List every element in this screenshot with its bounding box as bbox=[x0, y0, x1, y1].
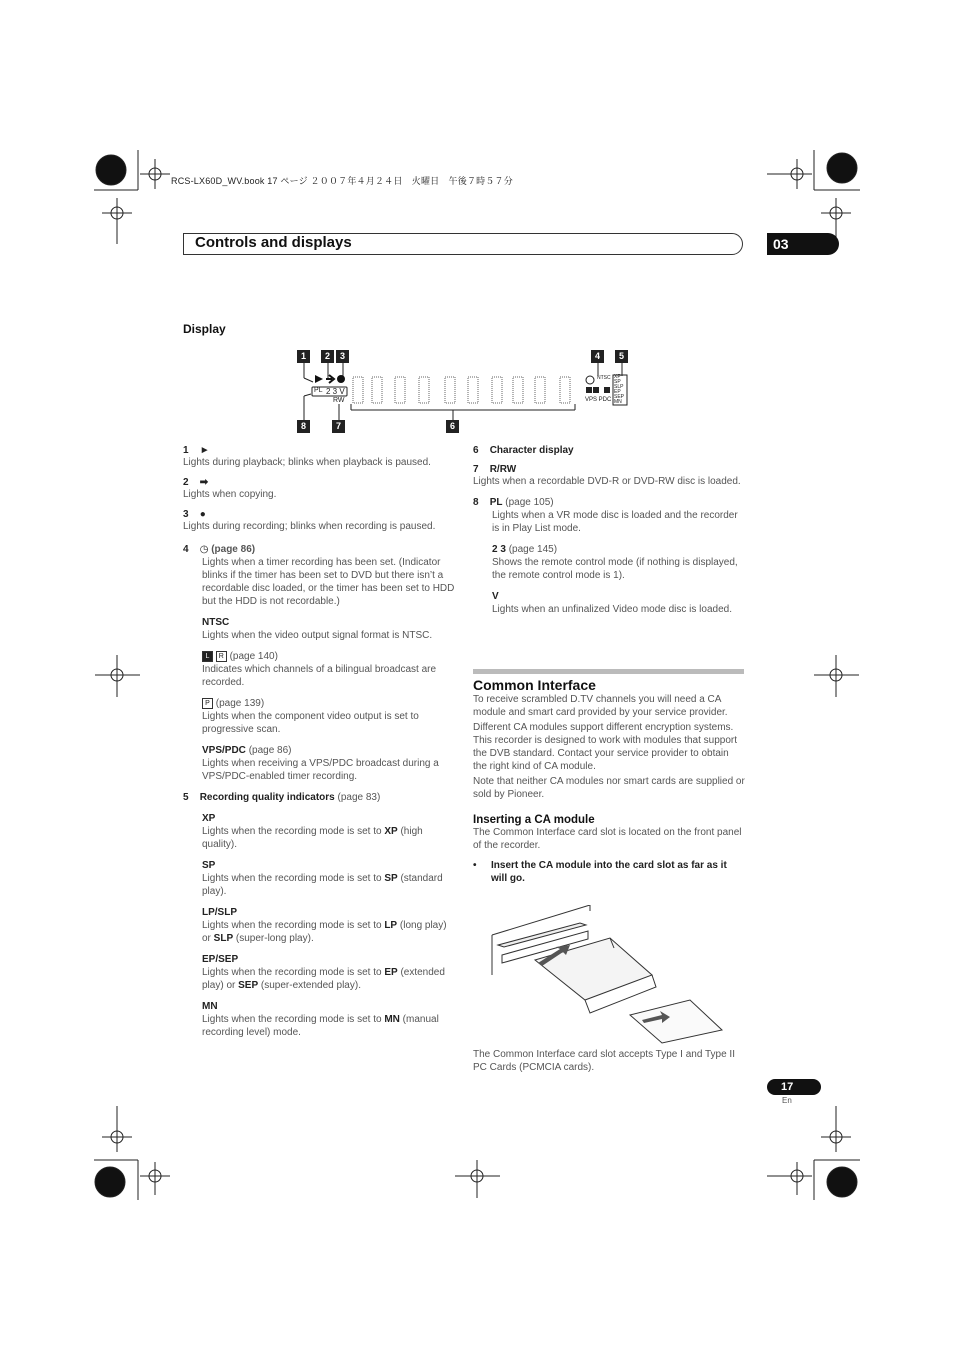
callout-8: 8 bbox=[297, 420, 310, 433]
right-channel-icon: R bbox=[216, 651, 227, 662]
page-title: Controls and displays bbox=[195, 234, 352, 251]
mode-slp-code: SLP bbox=[213, 933, 234, 944]
mode-sp-desc bbox=[202, 872, 458, 898]
display-heading: Display bbox=[183, 322, 226, 336]
mode-mn-post: (manual recording level) mode. bbox=[202, 1014, 439, 1038]
mode-slp-post: (super-long play). bbox=[233, 933, 314, 944]
mode-lp-slp-desc bbox=[202, 919, 458, 945]
mode-sp-code: SP bbox=[384, 873, 398, 884]
left-channel-icon: L bbox=[202, 651, 213, 662]
mode-ep-pre: Lights when the recording mode is set to bbox=[202, 967, 385, 978]
item-6-number: 6 bbox=[473, 445, 479, 456]
lcd-q-sp: SP bbox=[614, 379, 621, 385]
play-icon: ► bbox=[199, 445, 210, 456]
sub23-head bbox=[492, 543, 745, 556]
item-5-page: (page 83) bbox=[337, 792, 381, 803]
item-5-head bbox=[183, 791, 458, 804]
callout-2: 2 bbox=[321, 350, 334, 363]
item-2-desc: Lights when copying. bbox=[183, 489, 277, 500]
item-4-head bbox=[183, 543, 458, 556]
lcd-q-sep: SEP bbox=[614, 394, 625, 400]
ci-paragraph-3: Note that neither CA modules nor smart cards are supplied or sold by Pioneer. bbox=[473, 776, 745, 800]
lr-desc: Indicates which channels of a bilingual broadcast are recorded. bbox=[202, 664, 437, 688]
item-3-desc: Lights during recording; blinks when recording is paused. bbox=[183, 521, 436, 532]
vps-label: VPS/PDC bbox=[202, 745, 246, 756]
item-8-desc: Lights when a VR mode disc is loaded and the recorder is in Play List mode. bbox=[492, 510, 738, 534]
lcd-rw-label: RW bbox=[333, 397, 345, 404]
callout-7: 7 bbox=[332, 420, 345, 433]
mode-mn-code: MN bbox=[384, 1014, 400, 1025]
callout-1: 1 bbox=[297, 350, 310, 363]
section-rule bbox=[473, 669, 744, 674]
sub23-page: (page 145) bbox=[508, 544, 558, 555]
mode-sp-label: SP bbox=[202, 860, 216, 871]
mode-ep-sep bbox=[202, 953, 458, 992]
mode-ep-sep-label: EP/SEP bbox=[202, 954, 239, 965]
lcd-pl-label: PL bbox=[314, 387, 323, 394]
mode-xp-code: XP bbox=[384, 826, 398, 837]
lcd-q-slp: SLP bbox=[614, 384, 624, 390]
common-interface-heading: Common Interface bbox=[473, 677, 596, 693]
p-page: (page 139) bbox=[215, 698, 265, 709]
mode-ep-sep-desc bbox=[202, 966, 458, 992]
item-7-number: 7 bbox=[473, 464, 479, 475]
mode-xp-pre: Lights when the recording mode is set to bbox=[202, 826, 385, 837]
common-interface-section bbox=[473, 677, 745, 885]
mode-lp-code: LP bbox=[384, 920, 398, 931]
item-8-page: (page 105) bbox=[505, 497, 554, 508]
mode-ep-mid: (extended play) or bbox=[202, 967, 445, 991]
mode-xp-post: (high quality). bbox=[202, 826, 423, 850]
lr-head bbox=[202, 650, 458, 663]
item-6-label: Character display bbox=[489, 445, 574, 456]
item-1-head bbox=[183, 445, 458, 456]
callout-6: 6 bbox=[446, 420, 459, 433]
mode-lp-slp-label: LP/SLP bbox=[202, 907, 238, 918]
lr-page: (page 140) bbox=[229, 651, 278, 662]
item-3-number: 3 bbox=[183, 509, 189, 520]
mode-mn bbox=[202, 1000, 458, 1039]
item-4-page: (page 86) bbox=[211, 544, 256, 555]
item-4-desc: Lights when a timer recording has been set. (Indicator blinks if the timer has been set to DVD but there isn’t a recordable disc loaded, or the timer has been set to HDD but the HDD is not recordable.) bbox=[202, 557, 455, 607]
file-info-line: RCS-LX60D_WV.book 17 ページ ２００７年４月２４日 火曜日 午後７時５７分 bbox=[171, 176, 513, 186]
ntsc-desc: Lights when the video output signal format is NTSC. bbox=[202, 630, 433, 641]
item-8-head bbox=[473, 496, 745, 509]
item-7-desc: Lights when a recordable DVD-R or DVD-RW disc is loaded. bbox=[473, 476, 741, 487]
callout-5: 5 bbox=[615, 350, 628, 363]
item-6-head bbox=[473, 445, 745, 456]
mode-lp-slp bbox=[202, 906, 458, 945]
ci-caption: The Common Interface card slot accepts Type I and Type II PC Cards (PCMCIA cards). bbox=[473, 1049, 735, 1073]
language-label: En bbox=[782, 1096, 792, 1105]
item-4-body bbox=[183, 556, 458, 783]
mode-ep-code: EP bbox=[384, 967, 398, 978]
inserting-ca-heading: Inserting a CA module bbox=[473, 814, 595, 826]
mode-sep-code: SEP bbox=[238, 980, 259, 991]
left-column bbox=[183, 445, 458, 1039]
record-icon: ● bbox=[199, 509, 206, 520]
lcd-quality-list bbox=[614, 375, 624, 405]
item-1-desc: Lights during playback; blinks when playback is paused. bbox=[183, 457, 431, 468]
sub23-desc: Shows the remote control mode (if nothing is displayed, the remote control mode is 1). bbox=[492, 557, 738, 581]
mode-lp-pre: Lights when the recording mode is set to bbox=[202, 920, 385, 931]
lcd-q-xp: XP bbox=[614, 374, 621, 380]
ci-bullet bbox=[473, 859, 745, 885]
lcd-ntsc-label: NTSC bbox=[597, 375, 611, 381]
lcd-q-ep: EP bbox=[614, 389, 621, 395]
mode-mn-label: MN bbox=[202, 1001, 218, 1012]
lcd-q-mn: MN bbox=[614, 399, 622, 405]
item-1-number: 1 bbox=[183, 445, 189, 456]
callout-4: 4 bbox=[591, 350, 604, 363]
ntsc-label: NTSC bbox=[202, 617, 230, 628]
item-8-label: PL bbox=[489, 497, 503, 508]
right-column-top bbox=[473, 445, 745, 616]
mode-sp bbox=[202, 859, 458, 898]
bullet-mark: • bbox=[473, 860, 477, 871]
mode-sep-post: (super-extended play). bbox=[258, 980, 361, 991]
quality-modes bbox=[183, 812, 458, 1039]
sub23-label: 2 3 bbox=[492, 544, 506, 555]
display-diagram bbox=[295, 350, 635, 435]
vps-page: (page 86) bbox=[248, 745, 292, 756]
timer-icon: ◷ bbox=[199, 544, 209, 555]
p-desc: Lights when the component video output is set to progressive scan. bbox=[202, 711, 419, 735]
subv-label: V bbox=[492, 591, 499, 602]
mode-xp-desc bbox=[202, 825, 458, 851]
lcd-remote-mode: 2 3 V bbox=[326, 387, 345, 396]
lcd-vps-label: VPS PDC bbox=[585, 397, 612, 403]
lcd-panel-drawing bbox=[295, 350, 635, 435]
item-5-number: 5 bbox=[183, 792, 189, 803]
item-8-number: 8 bbox=[473, 497, 479, 508]
mode-xp bbox=[202, 812, 458, 851]
item-5-label: Recording quality indicators bbox=[199, 792, 335, 803]
item-8-body bbox=[473, 509, 745, 616]
mode-mn-pre: Lights when the recording mode is set to bbox=[202, 1014, 385, 1025]
mode-sp-pre: Lights when the recording mode is set to bbox=[202, 873, 385, 884]
callout-3: 3 bbox=[336, 350, 349, 363]
item-7-label: R/RW bbox=[489, 464, 517, 475]
mode-xp-label: XP bbox=[202, 813, 216, 824]
ca-module-illustration bbox=[490, 905, 730, 1045]
progressive-icon: P bbox=[202, 698, 213, 709]
p-head bbox=[202, 697, 458, 710]
ci-paragraph-2: Different CA modules support different encryption systems. This recorder is designed to work with modules that support the DVB standard. Contact your service provider to obtain the right kind of CA module. bbox=[473, 722, 738, 772]
chapter-badge: 03 bbox=[767, 233, 839, 255]
item-3-head bbox=[183, 509, 458, 520]
vps-head bbox=[202, 744, 458, 757]
ci-bullet-text: Insert the CA module into the card slot as far as it will go. bbox=[491, 860, 727, 884]
item-7-head bbox=[473, 464, 745, 475]
item-4-number: 4 bbox=[183, 544, 189, 555]
page-number-badge: 17 bbox=[767, 1079, 821, 1095]
item-2-head bbox=[183, 477, 458, 488]
mode-lp-mid: (long play) or bbox=[202, 920, 447, 944]
item-2-number: 2 bbox=[183, 477, 189, 488]
mode-mn-desc bbox=[202, 1013, 458, 1039]
mode-sp-post: (standard play). bbox=[202, 873, 443, 897]
ci-paragraph-4: The Common Interface card slot is located on the front panel of the recorder. bbox=[473, 827, 742, 851]
ci-paragraph-1: To receive scrambled D.TV channels you will need a CA module and smart card provided by your service provider. bbox=[473, 694, 728, 718]
subv-desc: Lights when an unfinalized Video mode disc is loaded. bbox=[492, 604, 732, 615]
vps-desc: Lights when receiving a VPS/PDC broadcast during a VPS/PDC-enabled timer recording. bbox=[202, 758, 439, 782]
copy-arrow-icon: ➡ bbox=[199, 477, 209, 488]
